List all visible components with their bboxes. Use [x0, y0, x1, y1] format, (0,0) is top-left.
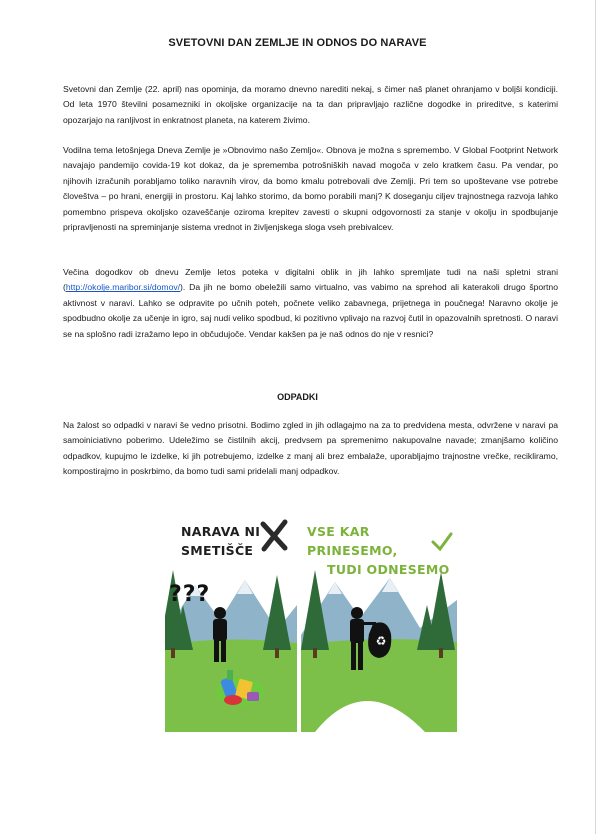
left-panel-label: [181, 522, 260, 560]
recycle-icon: ♻: [375, 634, 387, 648]
paragraph-events-text-start: Večina dogodkov ob dnevu Zemlje letos poteka v digitalni oblik in jih lahko spremljate tudi na naši spletni strani (: [63, 267, 558, 293]
right-label-line-2: TUDI ODNESEMO: [327, 562, 450, 577]
check-icon: [431, 532, 453, 552]
document-title: SVETOVNI DAN ZEMLJE IN ODNOS DO NARAVE: [168, 37, 427, 49]
paragraph-theme: Vodilna tema letošnjega Dneva Zemlje je »Obnovimo našo Zemljo«. Obnova je možna s spremembo. V Global Footprint Network navajajo pandemijo covida-19 kot dokaz, da je sprememba potrošniških navad mogoča v zelo kratkem času. Pa vendar, po njihovih izračunih porabljamo toliko naravnih virov, da bomo kmalu potrebovali dve Zemlji. Pri tem so upoštevane vse potrebe človeštva – po hrani, energiji in prostoru. Kaj lahko storimo, da bomo porabili manj? K doseganju ciljev trajnostnega razvoja lahko pomembno prispeva okoljsko ozaveščanje oziroma krepitev zavesti o skupni odgovornosti za stanje v okolju in spodbujanje pripravljenosti na spreminjanje sistema vrednot in življenjskega sloga vseh prebivalcev.: [63, 145, 558, 233]
paragraph-events: [63, 265, 558, 342]
cross-icon: [259, 518, 289, 552]
paragraph-intro: Svetovni dan Zemlje (22. april) nas opominja, da moramo dnevno narediti nekaj, s čimer naš planet ohranjamo v boljši kondiciji. Od leta 1970 številni posamezniki in okoljske organizacije na ta dan pripravljajo različne dogodke in prireditve, s katerimi opozarjajo na ranljivost in enkratnost planeta, na katerem živimo.: [63, 84, 558, 125]
paragraph-waste: Na žalost so odpadki v naravi še vedno prisotni. Bodimo zgled in jih odlagajmo na za to predvidena mesta, odvržene v naravi pa samoiniciativno poberimo. Udeležimo se čistilnih akcij, predvsem pa spremenimo nakupovalne navade; zmanjšamo količino odpadkov, kupujmo le izdelke, ki jih potrebujemo, izdelke z manj ali brez embalaže, uporabljajmo trajnostne vrečke, recikliramo, kompostirajmo in poskrbimo, da bomo tudi sami pridelali manj odpadkov.: [63, 420, 558, 477]
right-label-line-1: VSE KAR PRINESEMO,: [307, 524, 398, 558]
paragraph-events-text-end: ). Da jih ne bomo obeležili samo virtualno, vas vabimo na sprehod ali katerakoli drugo športno aktivnost v naravi. Lahko se odpravite po učnih poteh, počnete veliko zabavnega, prijetnega in poučnega! Naravno okolje je spodbudno okolje za učenje in igro, saj nudi veliko spodbud, ki pozitivno vplivajo na razvoj čutil in opazovalnih spretnosti. O naravi se na splošno radi izražamo lepo in občudujoče. Vendar kakšen pa je naš odnos do nje v resnici?: [63, 282, 558, 339]
left-label-line-2: SMETIŠČE: [181, 543, 254, 558]
nature-waste-illustration: [165, 510, 457, 732]
left-label-line-1: NARAVA NI: [181, 524, 261, 539]
website-link[interactable]: http://okolje.maribor.si/domov/: [65, 282, 181, 293]
question-marks: ???: [169, 582, 211, 607]
section-heading-waste: ODPADKI: [277, 392, 318, 402]
right-panel-scene: [301, 570, 457, 732]
